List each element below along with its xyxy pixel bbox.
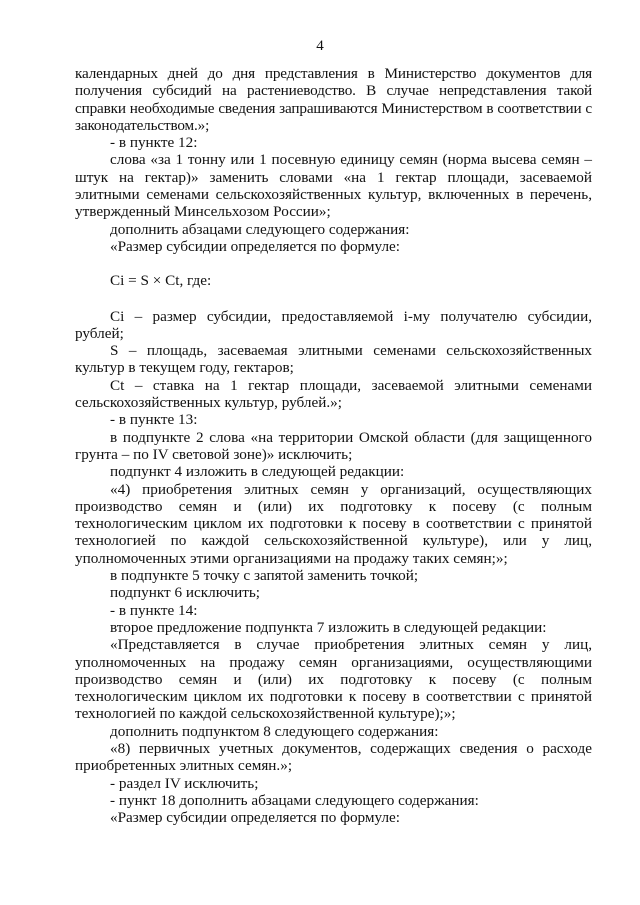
paragraph: календарных дней до дня представления в Министерство документов для получения субсидий на растениеводство. В случае непредставления такой справки необходимые сведения запрашиваются Министерством в соответствии с законодательством.»; (75, 65, 592, 134)
spacer (75, 290, 592, 308)
paragraph: подпункт 4 изложить в следующей редакции: (110, 463, 405, 481)
paragraph: дополнить абзацами следующего содержания: (110, 220, 410, 238)
paragraph: Ct – ставка на 1 гектар площади, засеваемой элитными семенами сельскохозяйственных культур, рублей.»; (75, 376, 592, 412)
paragraph: - в пункте 13: (110, 411, 198, 429)
paragraph: «4) приобретения элитных семян у организаций, осуществляющих производство семян и (или) их подготовку к посеву (с полным технологическим циклом их подготовки к посеву в соответствии с принятой технологией по каждой сельскохозяйственной культуре), или у лиц, уполномоченных этими организациями на продажу таких семян;»; (75, 480, 592, 567)
page-number: 4 (316, 38, 324, 54)
paragraph: - раздел IV исключить; (110, 774, 259, 792)
paragraph: - пункт 18 дополнить абзацами следующего содержания: (110, 791, 479, 809)
paragraph: «8) первичных учетных документов, содержащих сведения о расходе приобретенных элитных семян.»; (75, 739, 592, 775)
paragraph: слова «за 1 тонну или 1 посевную единицу семян (норма высева семян – штук на гектар)» заменить словами «на 1 гектар площади, засеваемой элитными семенами сельскохозяйственных культур, включенных в перечень, утвержденный Минсельхозом России»; (75, 151, 592, 221)
formula: Ci = S × Ct, где: (110, 272, 212, 290)
paragraph: Ci – размер субсидии, предоставляемой i-му получателю субсидии, рублей; (75, 307, 592, 342)
document-body (75, 65, 592, 826)
paragraph: подпункт 6 исключить; (110, 584, 261, 602)
paragraph: - в пункте 14: (110, 601, 198, 619)
paragraph: дополнить подпунктом 8 следующего содержания: (110, 722, 439, 740)
paragraph: S – площадь, засеваемая элитными семенами сельскохозяйственных культур в текущем году, гектаров; (75, 342, 592, 377)
paragraph: «Размер субсидии определяется по формуле: (110, 809, 400, 827)
paragraph: второе предложение подпункта 7 изложить в следующей редакции: (110, 618, 547, 636)
spacer (75, 255, 592, 272)
paragraph: в подпункте 5 точку с запятой заменить точкой; (110, 567, 419, 585)
paragraph: в подпункте 2 слова «на территории Омской области (для защищенного грунта – по IV световой зоне)» исключить; (75, 428, 592, 463)
paragraph: «Представляется в случае приобретения элитных семян у лиц, уполномоченных на продажу семян организациями, осуществляющими производство семян и (или) их подготовку к посеву (с полным технологическим циклом их подготовки к посеву в соответствии с принятой технологией по каждой сельскохозяйственной культуре);»; (75, 636, 592, 723)
paragraph: - в пункте 12: (110, 134, 198, 152)
paragraph: «Размер субсидии определяется по формуле: (110, 237, 400, 255)
